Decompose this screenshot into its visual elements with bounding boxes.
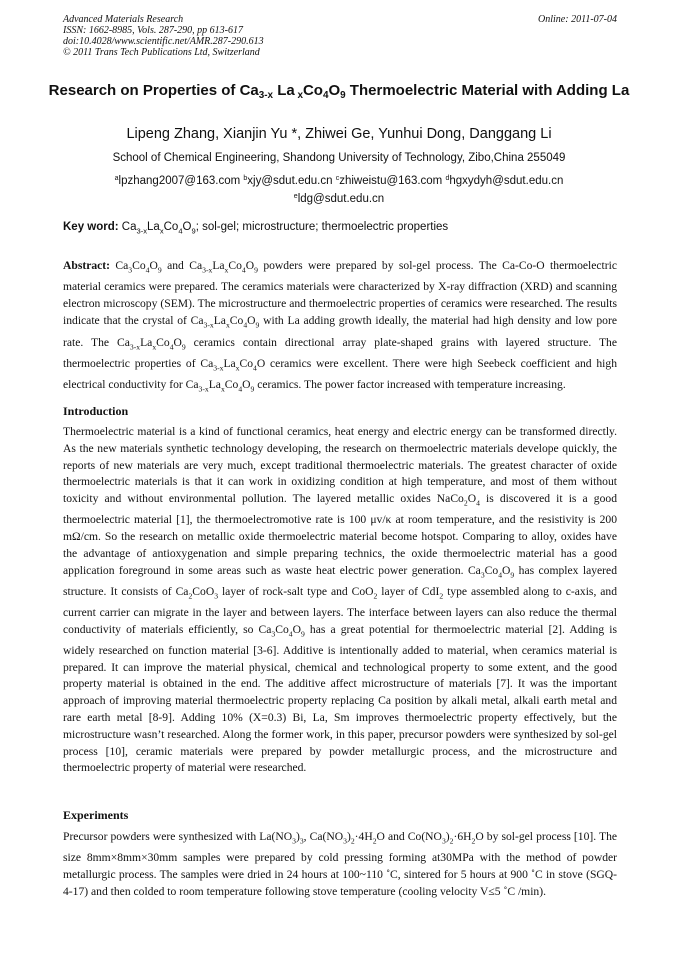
- issn-line: ISSN: 1662-8985, Vols. 287-290, pp 613-617: [63, 25, 243, 36]
- online-date: Online: 2011-07-04: [538, 14, 617, 25]
- keywords-label: Key word:: [63, 221, 119, 233]
- introduction-text: Thermoelectric material is a kind of functional ceramics, heat energy and electric energy can be transformed directly. As the new materials synthetic technology developing, the research on thermoelectric materials develope quickly, the reports of new materials are very much, except traditional thermoelectric materials. The greatest character of oxide thermoelectric materials is that it can work in oxidizing condition at high temperature, and most of them without toxicity and without environmental pollution. The layered metallic oxides $NaCo_2O_4$ is discovered it is a good thermoelectric material [1], the thermoelectromotive rate is 100 μv/κ at room temperature, and the resistivity is 200 mΩ/cm. So the research on metallic oxide thermoelectric material become hotspot. Comparing to alloy, oxides have the advantage of antioxygenation and simple preparing technics, the oxide thermoelectric material has a good application foreground in some areas such as waste heat electric power generation. $Ca_3Co_4O_9$ has complex layered structure. It consists of $Ca_2CoO_3$ layer of rock-salt type and CoO$_2$ layer of CdI$_2$ type assembled along to c-axis, and current carrier can migrate in the layer and between layers. The interface between layers can also reduce the thermal conductivity of materials efficiently, so $Ca_3Co_4O_9$ has a great potential for thermoelectric material [2]. Adding is widely researched on function material [3-6]. Additive is intentionally added to material, when ceramics material is prepared. It can improve the material physical, chemical and technological property to some extent, and the good property material is obtained in the end. The additive affect microstructure of materials [7]. It was the important approach of improving material thermoelectric property replacing Ca position by alkali metal, alkali earth metal and rare earth metal [8-9]. Adding 10% (X=0.3) Bi, La, Sm improves thermoelectric property effectively, but the microstructure wasn’t researched. Along the former work, in this paper, precursor powders were synthesized by sol-gel process [10], ceramic materials were prepared by powder metallurgic process, and the microstructure and thermoelectric property of material were researched.: [63, 425, 618, 775]
- paper-title: Research on Properties of $Ca_{3-x}$ La $_xCo_4O_9$ Thermoelectric Material with Adding La: [48, 82, 630, 101]
- author-list: Lipeng Zhang, Xianjin Yu *, Zhiwei Ge, Yunhui Dong, Danggang Li: [126, 126, 552, 142]
- experiments-text: Precursor powders were synthesized with $La(NO_3)_3$, $Ca(NO_3)_2\cdot 4H_2O$ and $Co(NO_3)_2\cdot 6H_2O$ by sol-gel process [10]. The size 8mm×8mm×30mm samples were prepared by cold pressing forming at30MPa with the method of powder metallurgic process. The samples were dried in 24 hours at 100~110 ˚C, sintered for 5 hours at 900 ˚C in stove (SGQ-4-17) and then colded to room temperature following stove temperature (cooling velocity V≤5 ˚C /min).: [63, 830, 618, 898]
- doi-line: doi:10.4028/www.scientific.net/AMR.287-290.613: [63, 36, 264, 47]
- affiliation: School of Chemical Engineering, Shandong University of Technology, Zibo,China 255049: [112, 152, 566, 164]
- journal-name: Advanced Materials Research: [63, 14, 184, 25]
- publication-header: [63, 14, 617, 58]
- email-link[interactable]: ldg@sdut.edu.cn: [297, 193, 385, 205]
- keywords: Key word: $Ca_{3-x}La_xCo_4O_9$; sol-gel; microstructure; thermoelectric properties: [63, 221, 449, 236]
- section-heading-introduction: Introduction: [63, 404, 129, 418]
- email-link[interactable]: lpzhang2007@163.com: [118, 175, 244, 187]
- email-link[interactable]: zhiweistu@163.com: [339, 175, 446, 187]
- abstract: Abstract: $Ca_3Co_4O_9$ and $Ca_{3-x}La_xCo_4O_9$ powders were prepared by sol-gel process. The Ca-Co-O thermoelectric material ceramics were prepared. The ceramics materials were characterized by X-ray diffraction (XRD) and scanning electron microscopy (SEM). The microstructure and thermoelectric properties of ceramics were researched. The results indicate that the crystal of $Ca_{3-x}La_xCo_4O_9$ with La adding growth ideally, the material had high density and low pore rate. The $Ca_{3-x}La_xCo_4O_9$ ceramics contain directional array plate-shaped grains with layered structure. The thermoelectric properties of $Ca_{3-x}La_xCo_4O$ ceramics were excellent. There were high Seebeck coefficient and high electrical conductivity for $Ca_{3-x}La_xCo_4O_9$ ceramics. The power factor increased with temperature increasing.: [63, 259, 618, 394]
- author-emails: $^a$lpzhang2007@163.com $^b$xjy@sdut.edu.cn $^c$zhiweistu@163.com $^d$hgxydyh@sdut.edu.cn $^e$ldg@sdut.edu.cn: [114, 175, 564, 205]
- email-link[interactable]: hgxydyh@sdut.edu.cn: [449, 175, 564, 187]
- copyright-line: © 2011 Trans Tech Publications Ltd, Switzerland: [63, 47, 260, 58]
- section-heading-experiments: Experiments: [63, 808, 129, 822]
- abstract-label: Abstract:: [63, 259, 111, 272]
- email-link[interactable]: xjy@sdut.edu.cn: [247, 175, 336, 187]
